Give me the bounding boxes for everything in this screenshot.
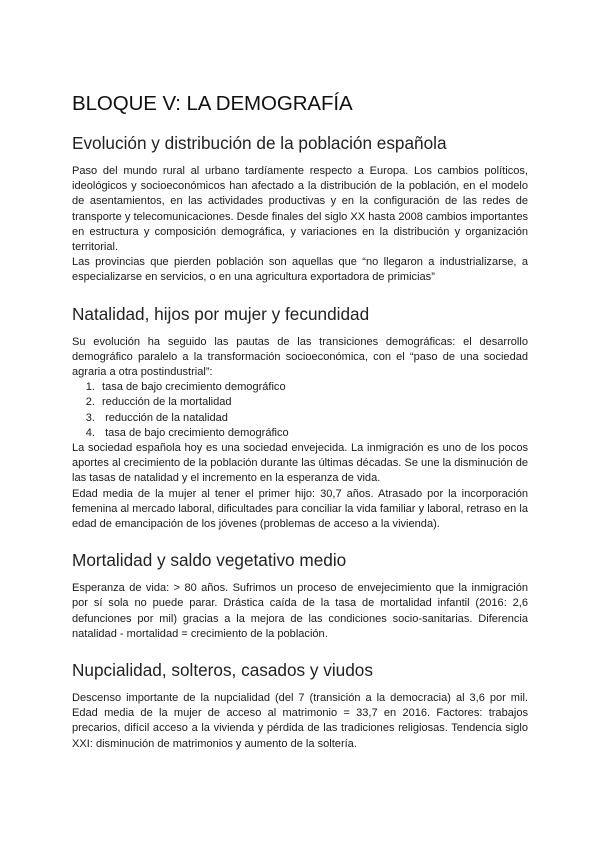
paragraph: La sociedad española hoy es una sociedad envejecida. La inmigración es uno de los pocos aportes al crecimiento de la población durante las últimas décadas. Se une la disminución de las tasas de natalidad y el incremento en la esperanza de vida. xyxy=(72,442,528,485)
list-item: 1. tasa de bajo crecimiento demográfico xyxy=(98,380,528,395)
section-mortalidad xyxy=(72,550,528,642)
numbered-list xyxy=(72,380,528,441)
section-heading: Nupcialidad, solteros, casados y viudos xyxy=(72,660,373,681)
paragraph: Esperanza de vida: > 80 años. Sufrimos un proceso de envejecimiento que la inmigración por sí sola no puede parar. Drástica caída de la tasa de mortalidad infantil (2016: 2,6 defunciones por mil) gracias a la mejora de las condiciones socio-sanitarias. Diferencia natalidad - mortalidad = crecimiento de la población. xyxy=(72,582,528,640)
paragraph: Descenso importante de la nupcialidad (del 7 (transición a la democracia) al 3,6 por mil. Edad media de la mujer de acceso al matrimonio = 33,7 en 2016. Factores: trabajos precarios, difícil acceso a la vivienda y pérdida de las tradiciones religiosas. Tendencia siglo XXI: disminución de matrimonios y aumento de la soltería. xyxy=(72,692,528,750)
section-nupcialidad xyxy=(72,660,528,752)
section-heading: Evolución y distribución de la población española xyxy=(72,133,447,153)
section-evolucion xyxy=(72,133,528,286)
paragraph: Edad media de la mujer al tener el primer hijo: 30,7 años. Atrasado por la incorporación femenina al mercado laboral, dificultades para conciliar la vida familiar y laboral, retraso en la edad de emancipación de los jóvenes (problemas de acceso a la vivienda). xyxy=(72,487,528,531)
list-item: 2. reducción de la mortalidad xyxy=(98,395,528,410)
paragraph: Las provincias que pierden población son aquellas que “no llegaron a industrializarse, a especializarse en servicios, o en una agricultura exportadora de primicias” xyxy=(72,256,528,284)
section-heading: Mortalidad y saldo vegetativo medio xyxy=(72,550,347,571)
list-item: 4. tasa de bajo crecimiento demográfico xyxy=(98,426,528,441)
document-content xyxy=(72,92,528,770)
section-natalidad xyxy=(72,304,528,533)
list-item: 3. reducción de la natalidad xyxy=(98,411,528,426)
paragraph: Paso del mundo rural al urbano tardíamente respecto a Europa. Los cambios políticos, ideológicos y socioeconómicos han afectado a la distribución de la población, en el modelo de asentamientos, en las actividades productivas y en la configuración de las redes de transporte y telecomunicaciones. Desde finales del siglo XX hasta 2008 cambios importantes en estructura y composición demográfica, y variaciones en la distribución y organización territorial. xyxy=(72,165,528,254)
paragraph: Su evolución ha seguido las pautas de las transiciones demográficas: el desarrollo demográfico paralelo a la transformación socioeconómica, con el “paso de una sociedad agraria a otra postindustrial”: xyxy=(72,335,528,379)
document-title: BLOQUE V: LA DEMOGRAFÍA xyxy=(72,92,353,115)
section-heading: Natalidad, hijos por mujer y fecundidad xyxy=(72,303,370,324)
